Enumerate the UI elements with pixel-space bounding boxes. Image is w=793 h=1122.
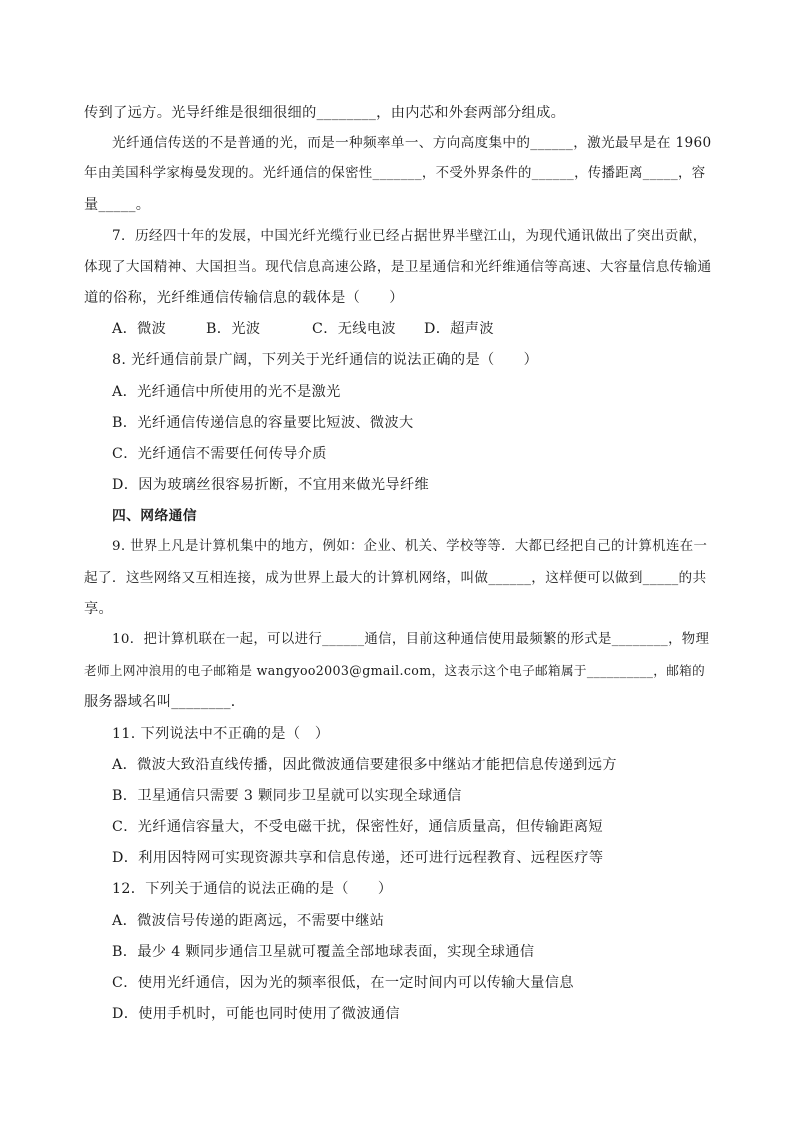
option-d: D．超声波 xyxy=(424,321,494,337)
option-b: B．卫星通信只需要 3 颗同步卫星就可以实现全球通信 xyxy=(112,788,462,804)
option-a: A．微波 xyxy=(112,321,167,337)
text-line: 量_____。 xyxy=(84,197,151,213)
question-7: 7．历经四十年的发展，中国光纤光缆行业已经占据世界半壁江山，为现代通讯做出了突出贡献， xyxy=(112,228,707,244)
question-9: 9. 世界上凡是计算机集中的地方，例如：企业、机关、学校等等．大都已经把自己的计算机连在一 xyxy=(112,539,708,554)
option-b: B．光波 xyxy=(206,321,261,337)
text-line: 光纤通信传送的不是普通的光，而是一种频率单一、方向高度集中的______，激光最早是在 1960 xyxy=(112,135,712,151)
options-row xyxy=(112,319,494,339)
option-a: A．光纤通信中所使用的光不是激光 xyxy=(112,384,341,400)
option-b: B．最少 4 颗同步通信卫星就可覆盖全部地球表面，实现全球通信 xyxy=(112,944,535,960)
option-d: D．利用因特网可实现资源共享和信息传递，还可进行远程教育、远程医疗等 xyxy=(112,850,604,866)
option-d: D．使用手机时，可能也同时使用了微波通信 xyxy=(112,1006,400,1022)
text-line: 体现了大国精神、大国担当。现代信息高速公路，是卫星通信和光纤维通信等高速、大容量信息传输通 xyxy=(84,259,712,275)
text-line: 老师上网冲浪用的电子邮箱是 wangyoo2003@gmail.com，这表示这个电子邮箱属于__________，邮箱的 xyxy=(84,663,706,678)
question-10: 10．把计算机联在一起，可以进行______通信，目前这种通信使用最频繁的形式是________，物理 xyxy=(112,632,710,647)
option-c: C．光纤通信容量大，不受电磁干扰，保密性好，通信质量高，但传输距离短 xyxy=(112,819,603,835)
text-line: 道的俗称，光纤维通信传输信息的载体是（ ） xyxy=(84,290,404,306)
option-c: C．使用光纤通信，因为光的频率很低，在一定时间内可以传输大量信息 xyxy=(112,975,574,991)
question-8: 8. 光纤通信前景广阔，下列关于光纤通信的说法正确的是（ ） xyxy=(112,352,539,368)
text-line: 服务器域名叫________． xyxy=(84,694,246,710)
text-line: 享。 xyxy=(84,601,114,617)
text-line: 年由美国科学家梅曼发现的。光纤通信的保密性_______，不受外界条件的______，传播距离_____，容 xyxy=(84,166,706,181)
option-a: A．微波信号传递的距离远，不需要中继站 xyxy=(112,913,385,929)
option-c: C．无线电波 xyxy=(312,321,396,337)
question-11: 11. 下列说法中不正确的是（ ） xyxy=(112,726,330,742)
option-b: B．光纤通信传递信息的容量要比短波、微波大 xyxy=(112,415,414,431)
question-12: 12．下列关于通信的说法正确的是（ ） xyxy=(112,881,393,897)
text-line: 传到了远方。光导纤维是很细很细的________，由内芯和外套两部分组成。 xyxy=(84,105,566,121)
section-heading: 四、网络通信 xyxy=(112,508,197,524)
text-line: 起了．这些网络又互相连接，成为世界上最大的计算机网络，叫做______，这样便可以做到_____的共 xyxy=(84,570,707,586)
option-a: A．微波大致沿直线传播，因此微波通信要建很多中继站才能把信息传递到远方 xyxy=(112,757,617,773)
option-d: D．因为玻璃丝很容易折断，不宜用来做光导纤维 xyxy=(112,477,430,493)
option-c: C．光纤通信不需要任何传导介质 xyxy=(112,446,327,462)
